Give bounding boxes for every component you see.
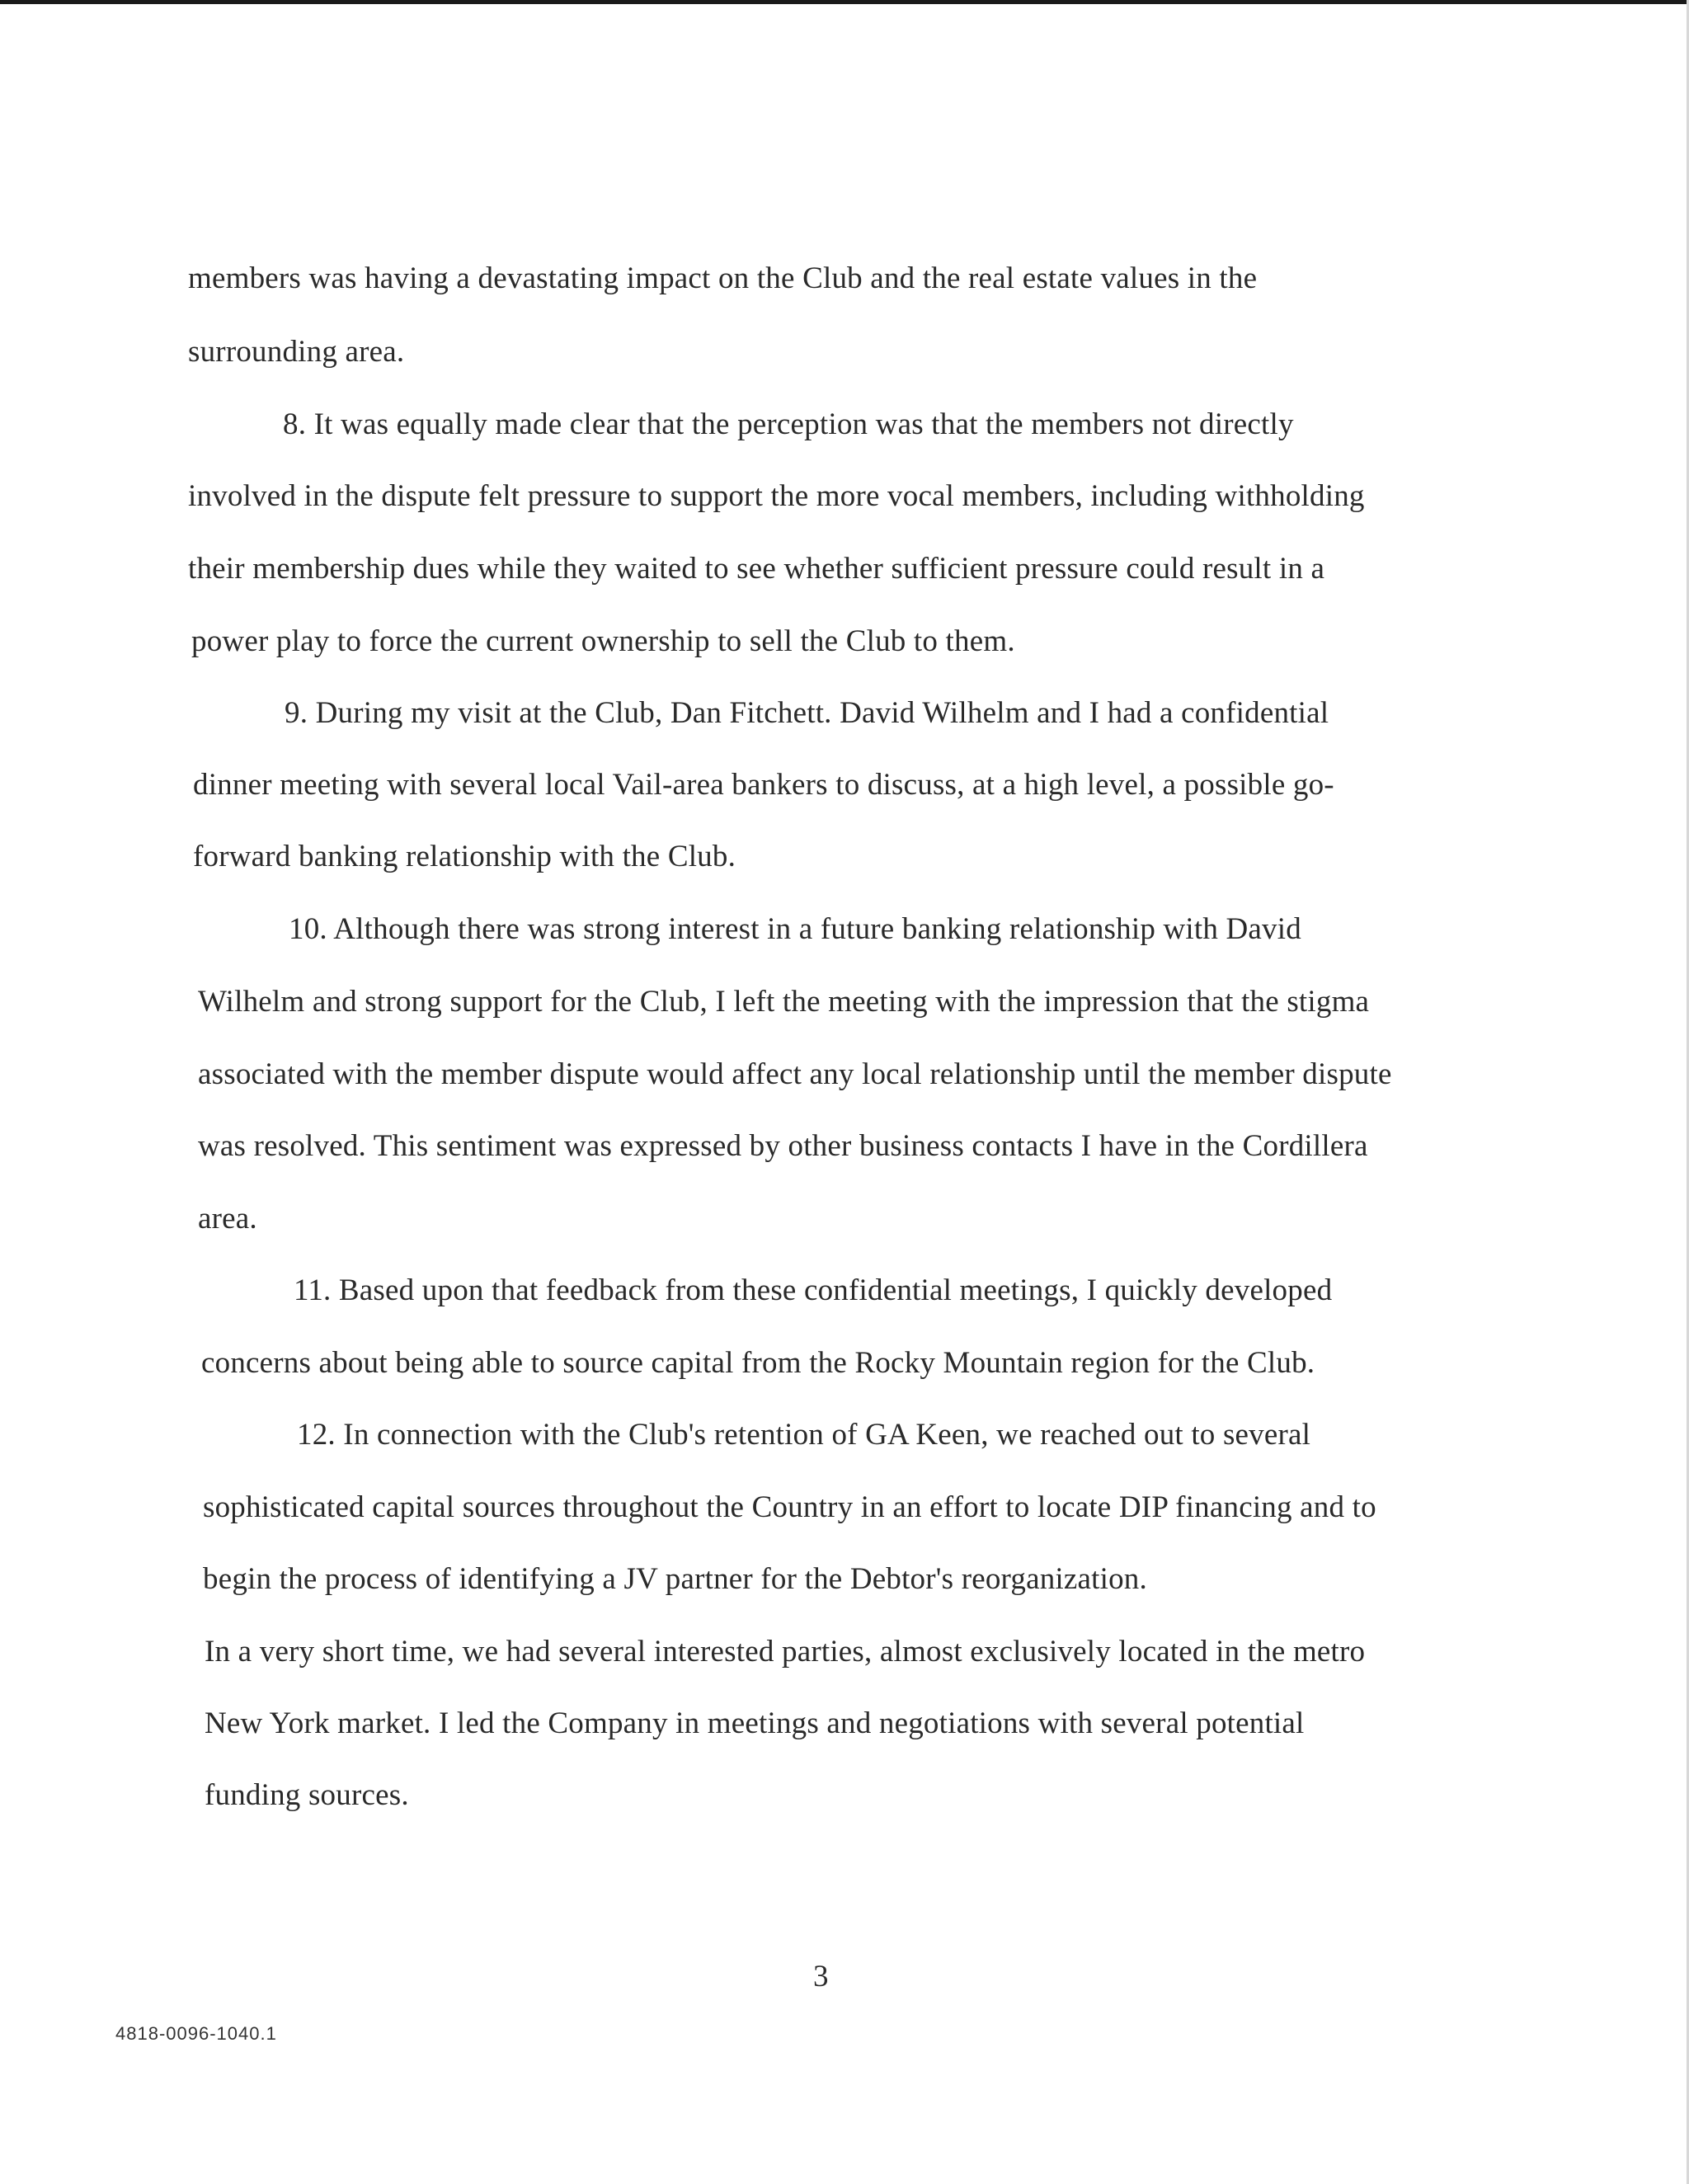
- body-line: Wilhelm and strong support for the Club, I left the meeting with the impression that the stigma: [198, 985, 1370, 1019]
- body-line: begin the process of identifying a JV partner for the Debtor's reorganization.: [203, 1562, 1147, 1596]
- body-line: New York market. I led the Company in meetings and negotiations with several potential: [205, 1706, 1305, 1740]
- body-line: In a very short time, we had several interested parties, almost exclusively located in the metro: [205, 1635, 1366, 1669]
- body-line: their membership dues while they waited to see whether sufficient pressure could result in a: [188, 552, 1325, 586]
- body-line: 8. It was equally made clear that the perception was that the members not directly: [283, 407, 1294, 441]
- body-line: area.: [198, 1202, 257, 1236]
- body-line: concerns about being able to source capital from the Rocky Mountain region for the Club.: [201, 1346, 1315, 1380]
- body-line: dinner meeting with several local Vail-area bankers to discuss, at a high level, a possible go-: [193, 768, 1334, 802]
- body-line: was resolved. This sentiment was expressed by other business contacts I have in the Cordillera: [198, 1129, 1368, 1163]
- body-line: 9. During my visit at the Club, Dan Fitchett. David Wilhelm and I had a confidential: [285, 696, 1329, 730]
- body-line: members was having a devastating impact on the Club and the real estate values in the: [188, 261, 1258, 295]
- body-line: forward banking relationship with the Club.: [193, 840, 736, 873]
- body-line: power play to force the current ownership to sell the Club to them.: [191, 624, 1015, 658]
- page-number: 3: [813, 1960, 829, 1993]
- body-line: sophisticated capital sources throughout the Country in an effort to locate DIP financing and to: [203, 1490, 1376, 1524]
- body-line: 11. Based upon that feedback from these confidential meetings, I quickly developed: [294, 1273, 1333, 1307]
- document-id: 4818-0096-1040.1: [115, 2023, 277, 2044]
- top-border: [0, 0, 1689, 4]
- body-line: surrounding area.: [188, 335, 405, 369]
- body-line: 10. Although there was strong interest in a future banking relationship with David: [289, 912, 1301, 946]
- body-line: 12. In connection with the Club's retention of GA Keen, we reached out to several: [297, 1418, 1311, 1452]
- body-line: involved in the dispute felt pressure to support the more vocal members, including withholding: [188, 479, 1365, 513]
- body-line: associated with the member dispute would affect any local relationship until the member dispute: [198, 1057, 1392, 1091]
- body-line: funding sources.: [205, 1778, 409, 1812]
